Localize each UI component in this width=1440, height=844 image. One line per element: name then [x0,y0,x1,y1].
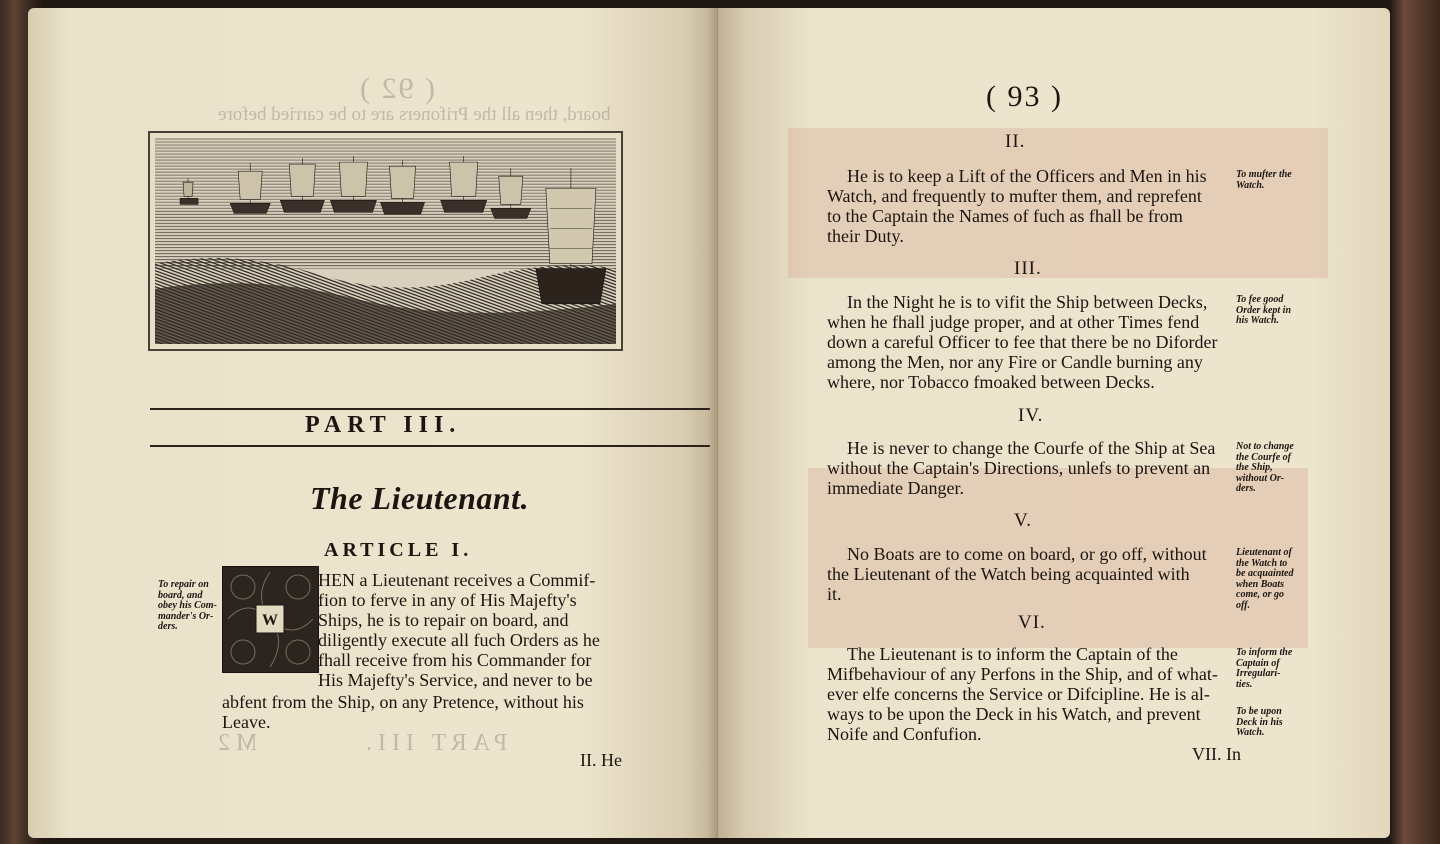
section-line: Mifbehaviour of any Perfons in the Ship, and of what- [827,664,1218,684]
side-note-line: ders. [1236,483,1256,494]
side-note-line: board, and [158,589,203,601]
section-line: ways to be upon the Deck in his Watch, and prevent [827,704,1201,724]
section-line: without the Captain's Directions, unlefs to prevent an [827,458,1211,478]
article-line: HEN a Lieutenant receives a Commif- [318,570,596,590]
side-note-ii [1236,170,1292,191]
section-line: when he fhall judge proper, and at other Times fend [827,312,1200,332]
left-page [28,8,718,838]
section-line: Noife and Confufion. [827,724,982,744]
article-line: diligently execute all fuch Orders as he [318,630,600,650]
side-note-line: Not to change [1236,441,1294,452]
side-note-line: To repair on [158,579,209,590]
section-line: their Duty. [827,226,904,246]
left-side-note [158,580,217,633]
side-note-line: Order kept in [1236,304,1291,316]
section-body-iii [827,292,1217,392]
bottom-rule [150,445,710,447]
section-body-v [827,544,1207,604]
section-line: down a careful Officer to fee that there be no Diforder [827,332,1218,352]
section-numeral-iv: IV. [1018,405,1044,426]
section-line: The Lieutenant is to inform the Captain of the [847,644,1178,664]
article-line: fion to ferve in any of His Majefty's [318,590,577,610]
side-note-line: come, or go [1236,589,1285,600]
side-note-line: off. [1236,599,1250,611]
section-numeral-vi: VI. [1018,612,1046,633]
section-line: He is to keep a Lift of the Officers and Men in his [847,166,1207,186]
side-note-line: obey his Com- [158,600,217,611]
side-note-line: Captain of [1236,657,1280,669]
side-note-line: his Watch. [1236,315,1279,326]
top-rule [150,408,710,410]
ghost-header: ( 92 ) [358,72,435,105]
side-note-line: Deck in his [1236,716,1283,728]
side-note-vi [1236,648,1292,690]
section-line: among the Men, nor any Fire or Candle burning any [827,352,1203,372]
ghost-line: board, then all the Prifoners are to be carried before [218,104,611,125]
side-note-line: the Courfe of [1236,451,1291,463]
right-page [718,8,1390,838]
drop-cap-ornament [222,566,319,673]
side-note-line: To be upon [1236,706,1282,717]
side-note-line: mander's Or- [158,610,214,622]
side-note-iii [1236,295,1291,327]
side-note-line: the Watch to [1236,557,1288,569]
side-note-line: the Ship, [1236,462,1273,473]
section-numeral-ii: II. [1005,131,1026,152]
article-line: His Majefty's Service, and never to be [318,670,593,690]
side-note-line: without Or- [1236,472,1285,484]
article-body [318,570,600,690]
side-note-line: be acquainted [1236,568,1294,579]
ghost-footer-mid: M 2 [218,730,258,756]
article-tail [222,692,584,732]
left-catchword: II. He [580,750,622,770]
section-body-ii [827,166,1207,246]
side-note-line: Watch. [1236,727,1265,738]
side-note-vi-2 [1236,707,1283,739]
side-note-iv [1236,442,1294,495]
section-line: the Lieutenant of the Watch being acquainted with [827,564,1190,584]
right-catchword: VII. In [1192,744,1241,764]
section-line: No Boats are to come on board, or go off, without [847,544,1207,564]
side-note-v [1236,548,1294,611]
section-body-vi [827,644,1218,744]
side-note-line: ties. [1236,678,1253,690]
article-line: abfent from the Ship, on any Pretence, without his [222,692,584,712]
section-body-iv [827,438,1215,498]
page-number: ( 93 ) [986,80,1063,113]
section-numeral-iii: III. [1014,258,1042,279]
side-note-line: when Boats [1236,578,1285,590]
side-note-line: Watch. [1236,179,1265,191]
side-note-line: ders. [158,621,178,632]
section-line: to the Captain the Names of fuch as fhall be from [827,206,1183,226]
ghost-footer-left: PART III. [360,730,508,756]
article-heading: ARTICLE I. [324,539,473,561]
side-note-line: Irregulari- [1236,668,1281,679]
chapter-title: The Lieutenant. [310,480,530,516]
part-title: PART III. [305,412,462,438]
article-line: Leave. [222,712,271,732]
article-line: fhall receive from his Commander for [318,650,592,670]
section-line: Watch, and frequently to mufter them, and reprefent [827,186,1202,206]
side-note-line: To mufter the [1236,169,1292,180]
section-numeral-v: V. [1014,510,1033,531]
section-line: ever elfe concerns the Service or Difcipline. He is al- [827,684,1210,704]
ships-engraving [148,131,623,351]
drop-cap-letter: W [262,612,278,629]
ships-engraving-image [155,138,616,344]
side-note-line: To inform the [1236,647,1293,658]
side-note-line: To fee good [1236,294,1284,305]
section-line: it. [827,584,842,604]
drop-cap-frame [223,567,318,672]
side-note-line: Lieutenant of [1236,547,1292,558]
section-line: where, nor Tobacco fmoaked between Decks. [827,372,1155,392]
section-line: He is never to change the Courfe of the Ship at Sea [847,438,1216,458]
section-line: In the Night he is to vifit the Ship between Decks, [847,292,1208,312]
section-line: immediate Danger. [827,478,964,498]
article-line: Ships, he is to repair on board, and [318,610,569,630]
